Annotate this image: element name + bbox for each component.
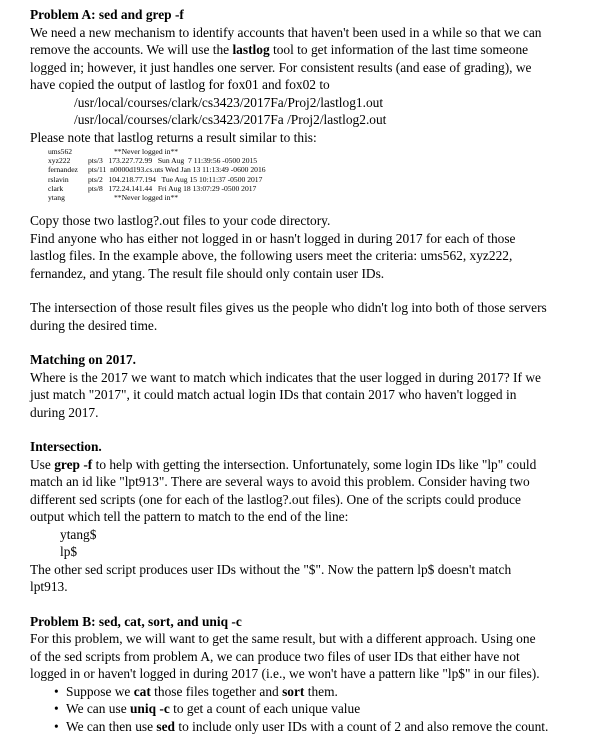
lastlog-path-1: /usr/local/courses/clark/cs3423/2017Fa/Proj2/lastlog1.out: [74, 94, 384, 110]
lastlog-row: [48, 156, 593, 165]
pattern-ytang: ytang$: [60, 526, 97, 542]
problem-b-line-3: logged in or haven't logged in during 2017 (i.e., we won't have a pattern like "lp$" in our files).: [30, 666, 540, 682]
matching-line-3: during 2017.: [30, 404, 99, 420]
lastlog-bold: lastlog: [232, 42, 270, 57]
lastlog-sample-output: [48, 147, 593, 202]
lastlog-user: fernandez: [48, 165, 78, 175]
problem-b-line-2: of the sed scripts from problem A, we can produce two files of user IDs that either have not: [30, 648, 520, 664]
lastlog-path-2: /usr/local/courses/clark/cs3423/2017Fa /Proj2/lastlog2.out: [74, 112, 387, 127]
intersection-line-3: different sed scripts (one for each of the lastlog?.out files). One of the scripts could produce: [30, 491, 521, 507]
lastlog-entry: pts/3 173.227.72.99 Sun Aug 7 11:39:56 -0500 2015: [88, 156, 258, 166]
intersection-after-1: The other sed script produces user IDs without the "$". Now the pattern lp$ doesn't match: [30, 561, 512, 577]
lastlog-row: [48, 193, 593, 202]
sed-bold: sed: [156, 718, 175, 734]
lastlog-user: ytang: [48, 192, 65, 202]
matching-heading: Matching on 2017.: [30, 352, 137, 368]
para3-line-1: The intersection of those result files gives us the people who didn't log into both of those servers: [30, 300, 547, 316]
lastlog-user: ums562: [48, 147, 73, 156]
text: We can use: [66, 701, 130, 717]
text: to get a count of each unique value: [169, 701, 361, 717]
lastlog-row: [48, 175, 593, 184]
para2-line-2: Find anyone who has either not logged in or hasn't logged in during 2017 for each of those: [30, 230, 516, 246]
problem-a-intro-line-1: We need a new mechanism to identify accounts that haven't been used in a while so that we can: [30, 24, 542, 40]
sort-bold: sort: [282, 683, 305, 699]
matching-line-2: just match "2017", it could match actual login IDs that contain 2017 who haven't logged in: [30, 387, 517, 403]
problem-a-heading: Problem A: sed and grep -f: [30, 7, 184, 22]
intro-text: tool to get information of the last time someone: [269, 42, 529, 57]
lastlog-note: Please note that lastlog returns a result similar to this:: [30, 129, 317, 145]
lastlog-user: xyz222: [48, 156, 71, 166]
lastlog-entry: pts/11 n0000d193.cs.uts Wed Jan 13 11:13:49 -0600 2016: [88, 165, 266, 175]
text: We can then use: [66, 718, 157, 734]
pattern-lp: lp$: [60, 544, 78, 560]
grep-bold: grep -f: [54, 456, 93, 472]
problem-a-intro-line-3: logged in; however, it just handles one server. For consistent results (and ease of grading), we: [30, 59, 532, 75]
lastlog-user: clark: [48, 183, 64, 193]
lastlog-entry: pts/8 172.24.141.44 Fri Aug 18 13:07:29 -0500 2017: [88, 183, 257, 193]
para2-line-1: Copy those two lastlog?.out files to your code directory.: [30, 213, 331, 229]
problem-b-line-1: For this problem, we will want to get the same result, but with a different approach. Using one: [30, 631, 536, 647]
para2-line-4: fernandez, and ytang. The result file should only contain user IDs.: [30, 265, 385, 281]
problem-b-bullets: [30, 683, 593, 735]
lastlog-user: rslavin: [48, 174, 69, 184]
intro-text: remove the accounts. We will use the: [30, 42, 233, 57]
lastlog-entry: pts/2 104.218.77.194 Tue Aug 15 10:11:37 -0500 2017: [88, 174, 263, 184]
lastlog-entry: **Never logged in**: [114, 147, 179, 156]
para2-line-3: lastlog files. In the example above, the following users meet the criteria: ums562, xyz222,: [30, 248, 513, 264]
text: to help with getting the intersection. Unfortunately, some login IDs like "lp" could: [92, 456, 537, 472]
para3-line-2: during the desired time.: [30, 317, 158, 333]
uniq-bold: uniq -c: [129, 701, 170, 717]
intersection-heading: Intersection.: [30, 439, 102, 455]
intersection-line-4: output which tell the pattern to match to the end of the line:: [30, 509, 349, 525]
matching-line-1: Where is the 2017 we want to match which indicates that the user logged in during 2017? If we: [30, 369, 541, 385]
text: to include only user IDs with a count of 2 and also remove the count.: [175, 718, 549, 734]
bullet-item: [56, 718, 593, 735]
bullet-item: [56, 700, 593, 718]
text: those files together and: [150, 683, 283, 699]
lastlog-row: [48, 147, 593, 156]
text: Use: [30, 456, 55, 472]
intersection-after-2: lpt913.: [30, 579, 68, 595]
text: them.: [304, 683, 338, 699]
lastlog-row: [48, 165, 593, 174]
bullet-item: [56, 683, 593, 701]
lastlog-entry: **Never logged in**: [114, 192, 179, 202]
problem-a-intro-line-2: [30, 41, 593, 59]
problem-b-heading: Problem B: sed, cat, sort, and uniq -c: [30, 613, 242, 629]
cat-bold: cat: [133, 683, 151, 699]
intersection-line-2: match an id like "lpt913". There are several ways to avoid this problem. Consider having two: [30, 474, 530, 490]
text: Suppose we: [66, 683, 134, 699]
lastlog-row: [48, 184, 593, 193]
intersection-line-1: [30, 456, 593, 474]
problem-a-intro-line-4: have copied the output of lastlog for fox01 and fox02 to: [30, 77, 330, 92]
